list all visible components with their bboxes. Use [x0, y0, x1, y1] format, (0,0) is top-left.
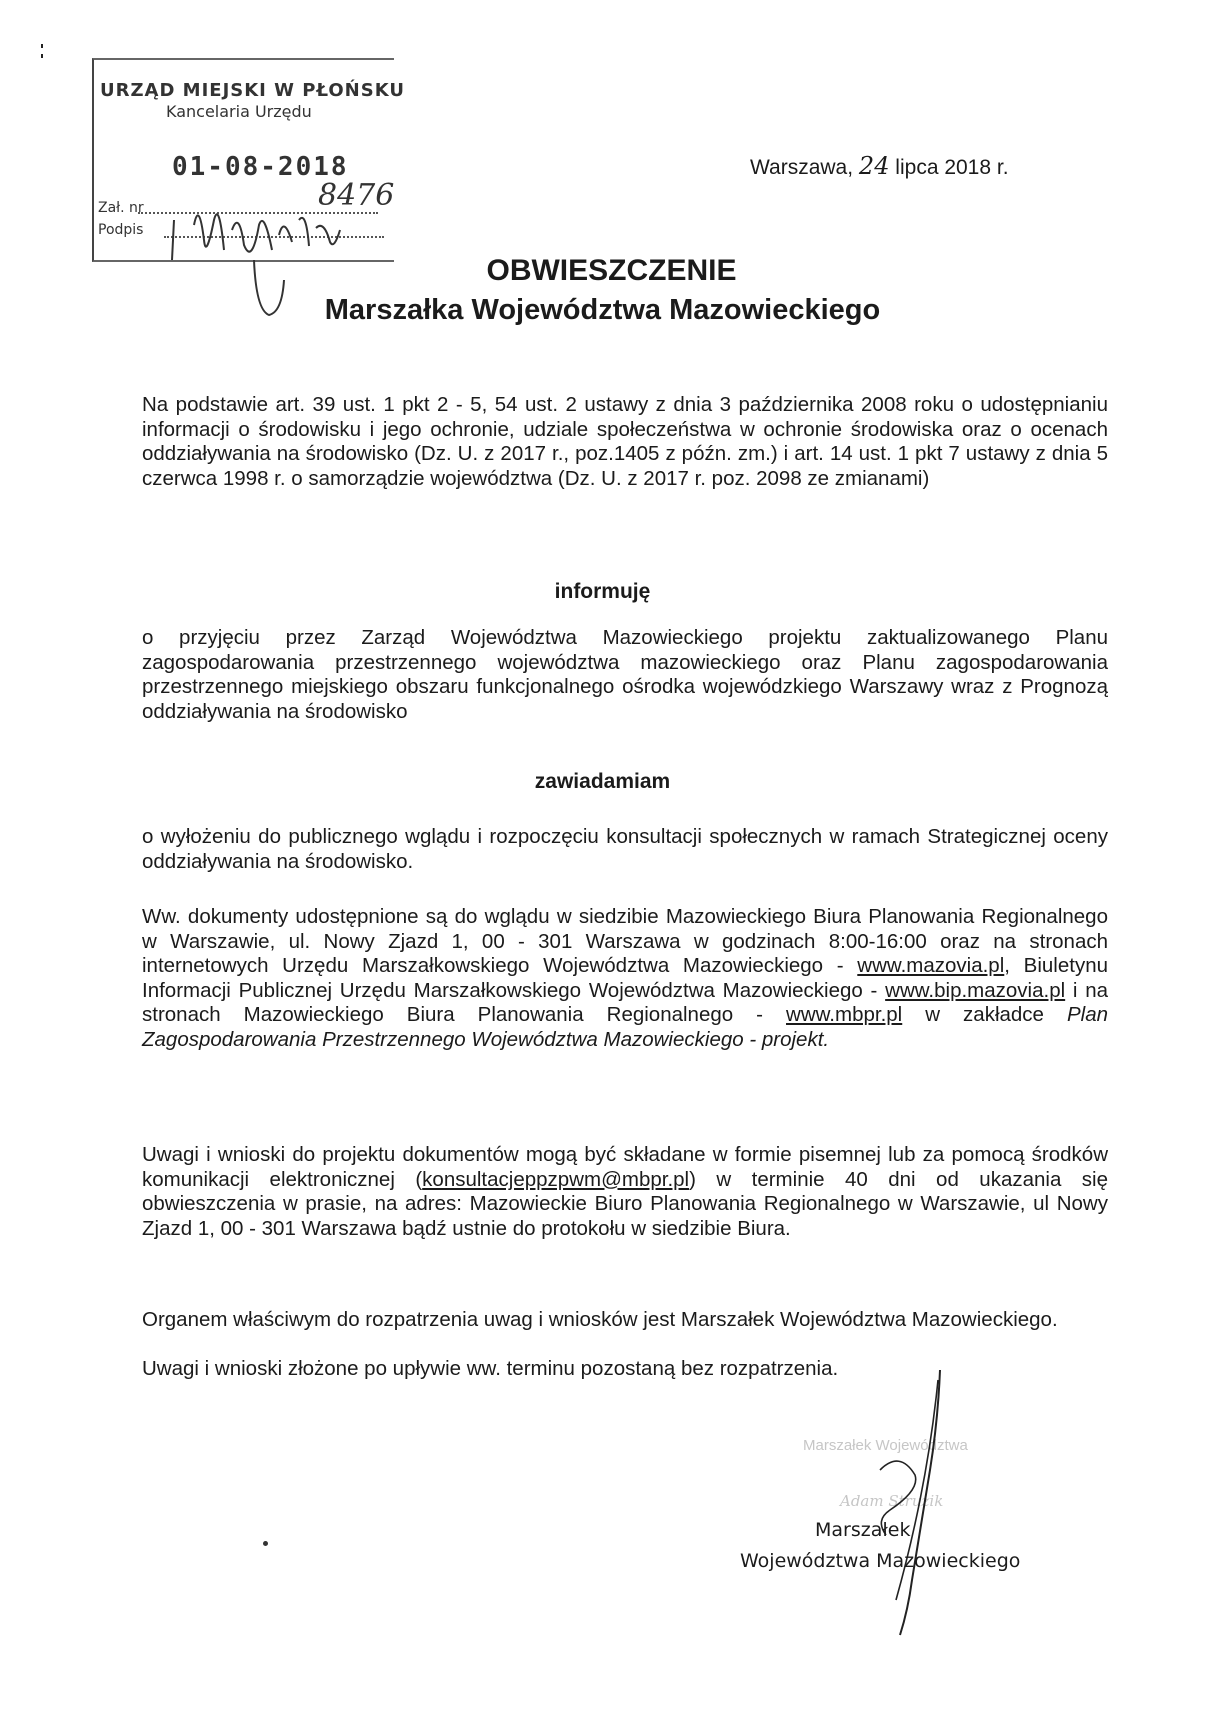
mbpr-link[interactable]: www.mbpr.pl	[786, 1003, 903, 1026]
stamp-registry-number: 8476	[318, 178, 395, 213]
place-date-line	[750, 152, 1009, 180]
handwritten-signature	[820, 1360, 960, 1640]
place-name: Warszawa,	[750, 156, 859, 179]
remarks-text: Uwagi i wnioski do projektu dokumentów mogą być składane w formie pisemnej lub za pomocą środków komunikacji elektronicznej (	[142, 1143, 1108, 1191]
late-remarks-paragraph: Uwagi i wnioski złożone po upływie ww. terminu pozostaną bez rozpatrzenia.	[142, 1357, 839, 1380]
month-year: lipca 2018 r.	[889, 156, 1009, 179]
scan-speck	[263, 1541, 268, 1546]
publication-paragraph: o wyłożeniu do publicznego wglądu i rozpoczęciu konsultacji społecznych w ramach Strategicznej oceny oddziaływania na środowisko.	[142, 825, 1108, 873]
legal-basis-paragraph: Na podstawie art. 39 ust. 1 pkt 2 - 5, 54 ust. 2 ustawy z dnia 3 października 2008 roku o udostępnianiu informacji o środowisku i jego ochronie, udziale społeczeństwa w ochronie środowiska oraz o ocenach oddziaływania na środowisko (Dz. U. z 2017 r., poz.1405 z późn. zm.) i art. 14 ust. 1 pkt 7 ustawy z dnia 5 czerwca 1998 r. o samorządzie województwa (Dz. U. z 2017 r. poz. 2098 ze zmianami)	[142, 393, 1108, 490]
signatory-title: Marszałek	[815, 1519, 911, 1541]
stamp-received-date: 01-08-2018	[172, 152, 349, 182]
handwritten-day: 24	[858, 152, 890, 180]
stamp-office-name: URZĄD MIEJSKI W PŁOŃSKU	[100, 80, 405, 101]
documents-text: w zakładce	[902, 1003, 1067, 1026]
documents-text: i na stronach Mazowieckiego Biura Planowania Regionalnego -	[142, 978, 1109, 1026]
faint-stamp-name: Adam Struzik	[840, 1492, 944, 1510]
remarks-text: ) w terminie 40 dni od ukazania się obwieszczenia w prasie, na adres: Mazowieckie Biuro Planowania Regionalnego w Warszawie, ul Nowy Zjazd 1, 00 - 301 Warszawa bądź ustnie do protokołu w siedzibie Biura.	[142, 1167, 1109, 1240]
faint-stamp-title: Marszałek Województwa	[803, 1437, 968, 1454]
bip-mazovia-link[interactable]: www.bip.mazovia.pl	[885, 978, 1066, 1002]
tab-name-italic: Plan Zagospodarowania Przestrzennego Województwa Mazowieckiego - projekt.	[142, 1003, 1108, 1051]
stamp-attachment-label: Zał. nr	[98, 200, 144, 216]
scan-artifact-mark	[40, 44, 44, 62]
authority-paragraph: Organem właściwym do rozpatrzenia uwag i wniosków jest Marszałek Województwa Mazowieckiego.	[142, 1308, 1058, 1331]
documents-availability-paragraph	[142, 905, 1108, 1052]
documents-text: Ww. dokumenty udostępnione są do wglądu w siedzibie Mazowieckiego Biura Planowania Regionalnego w Warszawie, ul. Nowy Zjazd 1, 00 - 301 Warszawa w godzinach 8:00-16:00 oraz na stronach internetowych Urzędu Marszałkowskiego Województwa Mazowieckiego -	[142, 905, 1108, 977]
adoption-paragraph: o przyjęciu przez Zarząd Województwa Mazowieckiego projektu zaktualizowanego Planu zagospodarowania przestrzennego województwa mazowieckiego oraz Planu zagospodarowania przestrzennego miejskiego obszaru funkcjonalnego ośrodka wojewódzkiego Warszawy wraz z Prognozą oddziaływania na środowisko	[142, 626, 1108, 723]
signatory-office: Województwa Mazowieckiego	[740, 1550, 1021, 1572]
documents-text: , Biuletynu Informacji Publicznej Urzędu Marszałkowskiego Województwa Mazowieckiego -	[142, 954, 1108, 1002]
registry-stamp	[92, 58, 405, 262]
zawiadamiam-heading: zawiadamiam	[534, 770, 671, 793]
remarks-paragraph	[142, 1143, 1108, 1241]
stamp-office-subtitle: Kancelaria Urzędu	[166, 102, 312, 121]
document-subtitle: Marszałka Województwa Mazowieckiego	[324, 294, 881, 326]
mazovia-link[interactable]: www.mazovia.pl	[857, 954, 1005, 977]
informuje-heading: informuję	[554, 580, 651, 603]
stamp-signature-label: Podpis	[98, 222, 144, 238]
document-title: OBWIESZCZENIE	[486, 254, 737, 287]
consultation-email-link[interactable]: konsultacjeppzpwm@mbpr.pl	[422, 1167, 690, 1191]
